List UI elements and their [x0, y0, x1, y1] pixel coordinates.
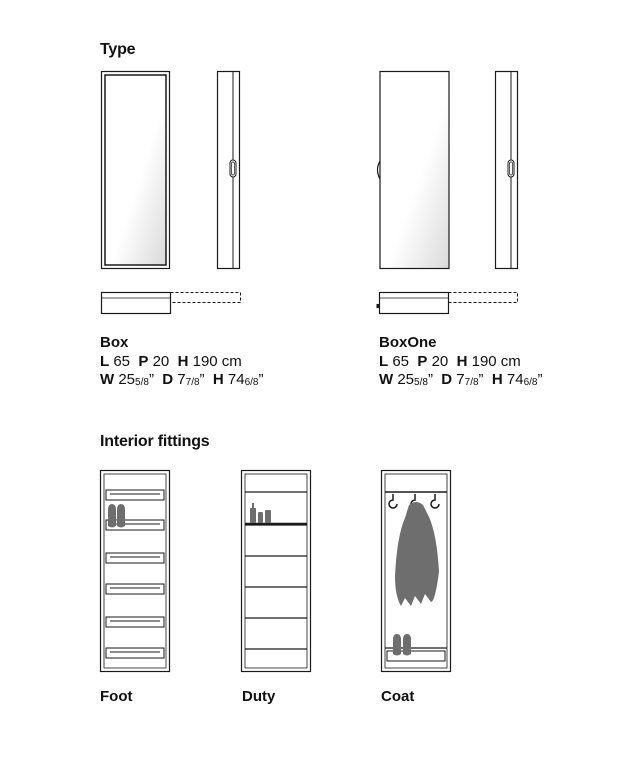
product-name: Box [100, 334, 129, 351]
fitting-label-duty: Duty [242, 688, 276, 705]
foot-interior-drawing [100, 470, 172, 674]
dimensions-imperial: W 255/8” D 77/8” H 746/8” [100, 371, 264, 388]
product-box-specs [100, 334, 264, 388]
interior-fittings-heading: Interior fittings [100, 433, 210, 450]
product-boxone-specs [379, 334, 543, 388]
coat-interior-drawing [381, 470, 453, 674]
box-plan-drawing [101, 290, 243, 316]
duty-interior-drawing [241, 470, 313, 674]
product-name: BoxOne [379, 334, 437, 351]
boxone-plan-drawing [376, 290, 520, 316]
fitting-label-coat: Coat [381, 688, 415, 705]
dimensions-metric: L 65 P 20 H 190 cm [100, 353, 242, 370]
fitting-label-foot: Foot [100, 688, 133, 705]
boxone-side-drawing [495, 71, 519, 271]
box-front-drawing [101, 71, 171, 271]
dimensions-imperial: W 255/8” D 77/8” H 746/8” [379, 371, 543, 388]
dimensions-metric: L 65 P 20 H 190 cm [379, 353, 521, 370]
type-heading: Type [100, 41, 136, 58]
box-side-drawing [217, 71, 241, 271]
boxone-front-drawing [375, 71, 451, 271]
